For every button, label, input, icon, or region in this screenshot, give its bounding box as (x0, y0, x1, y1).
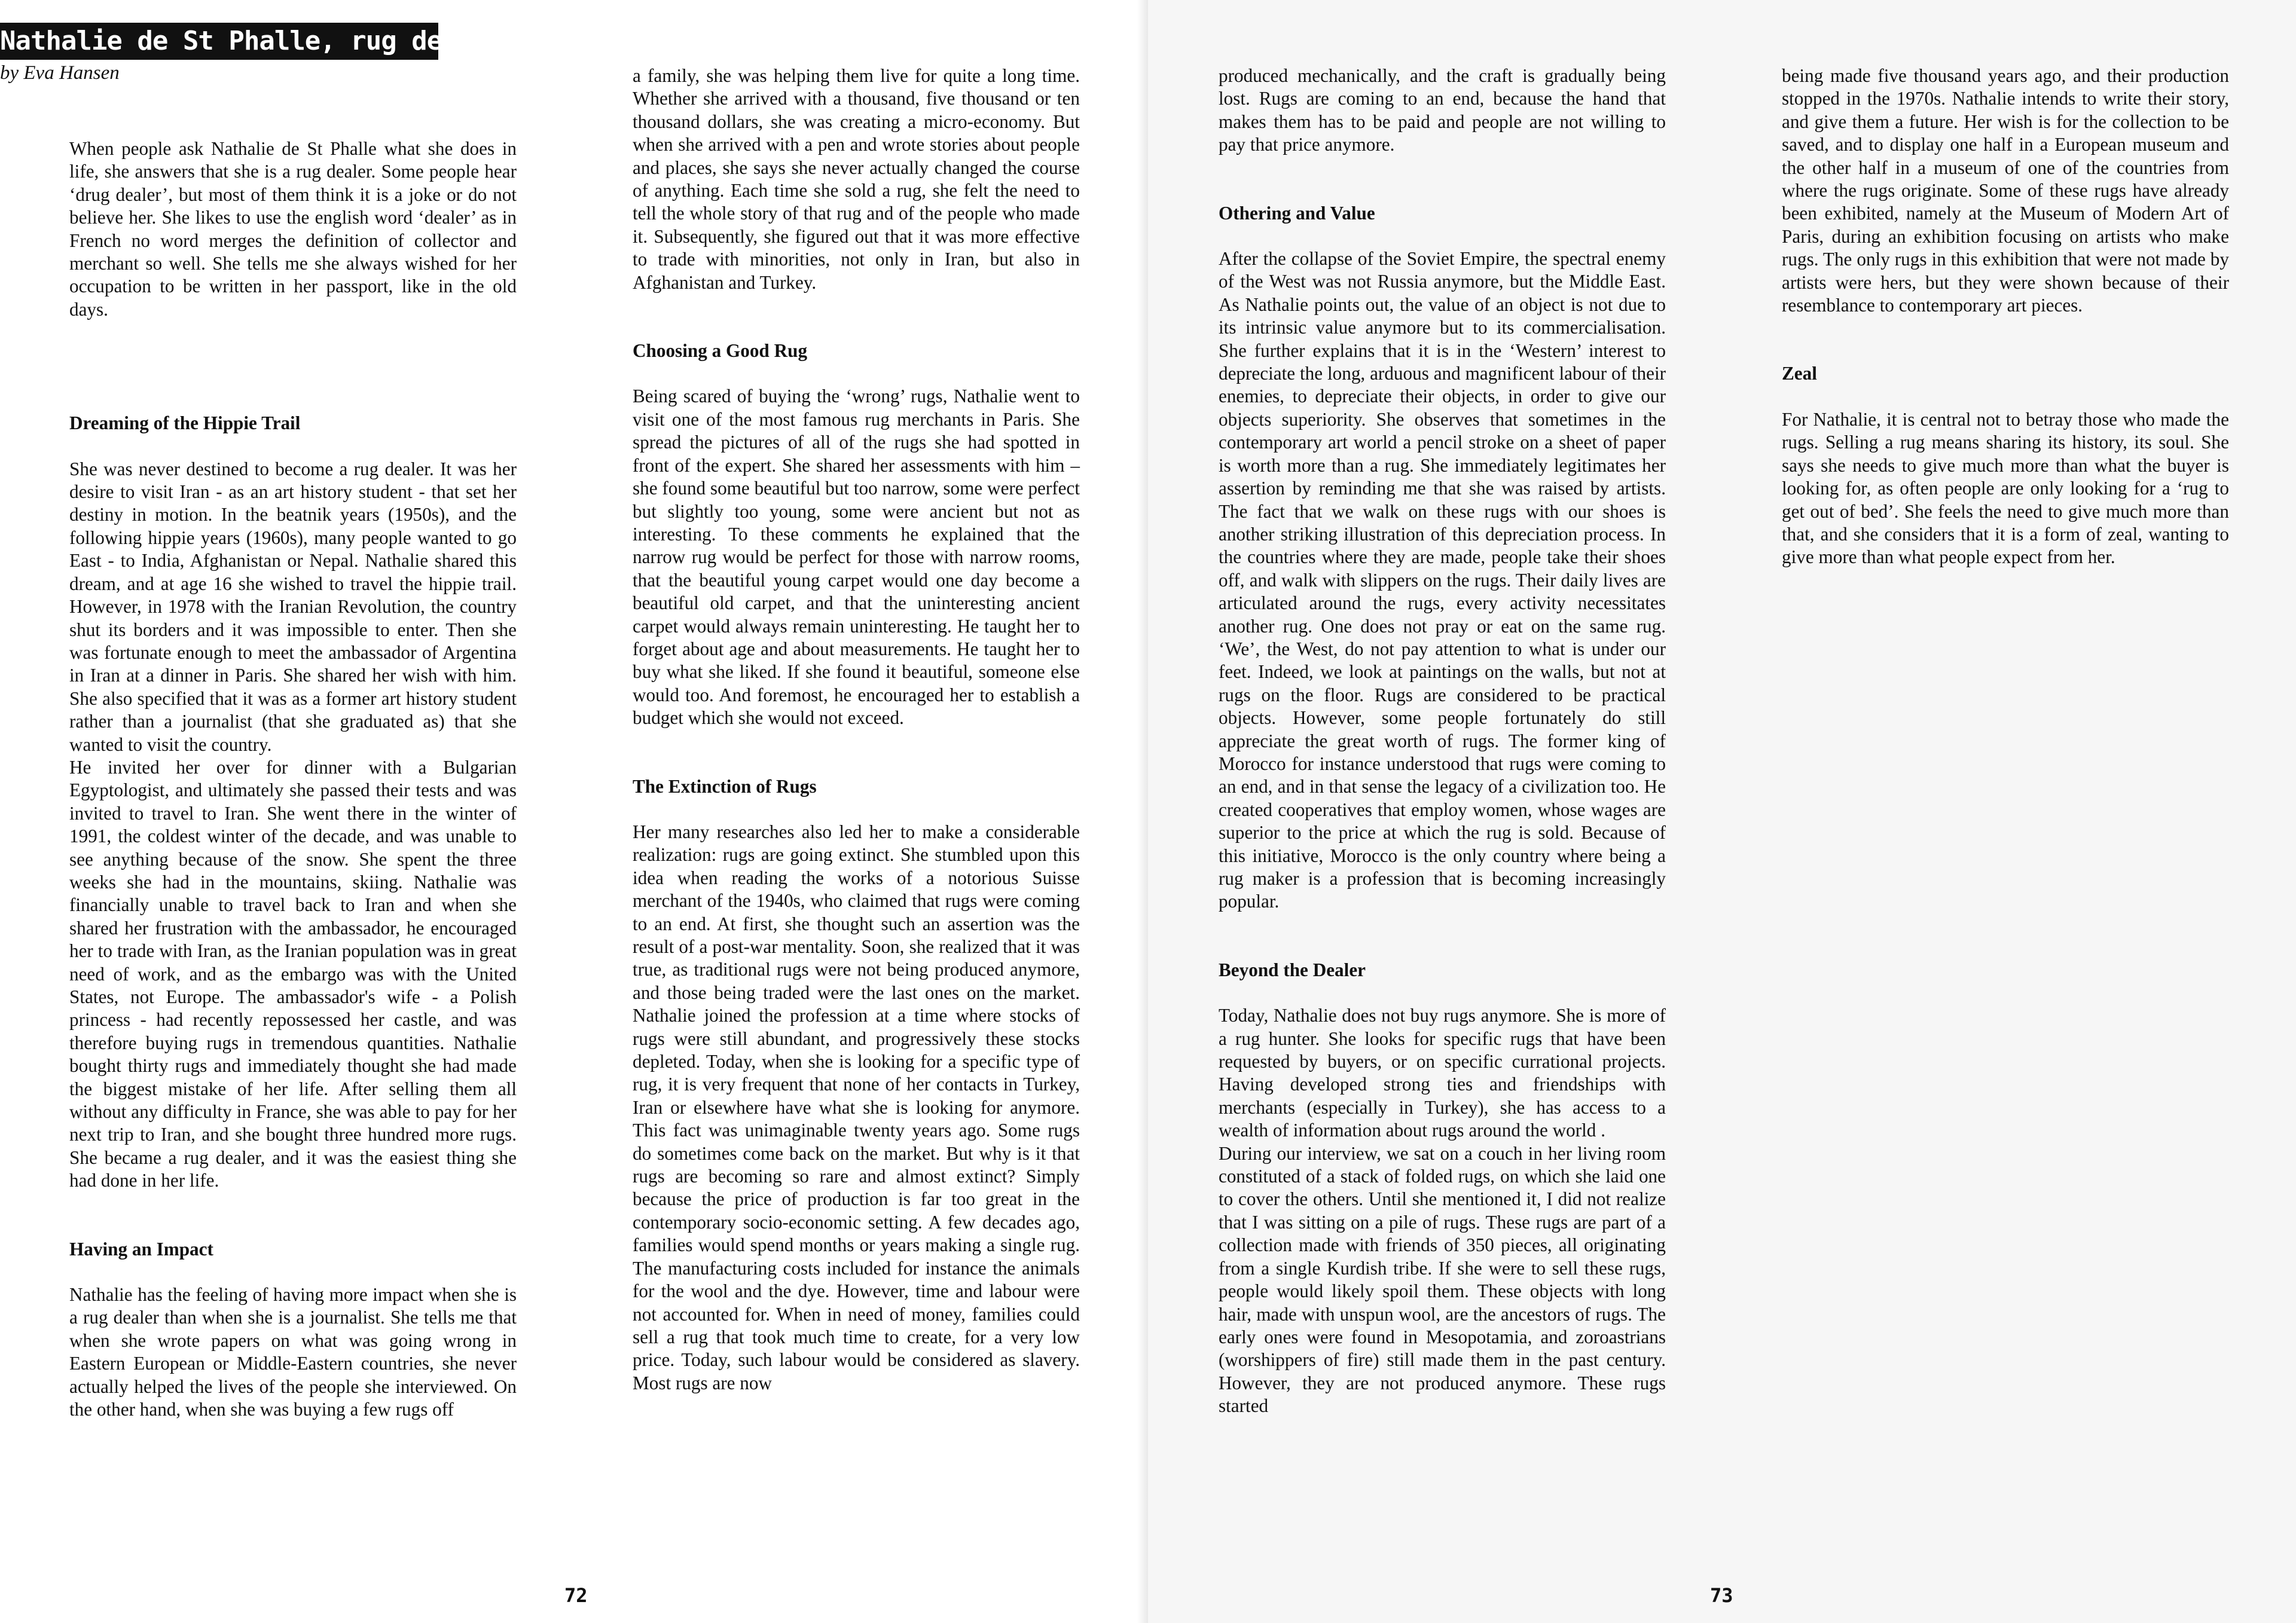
column-1-paragraph: She was never destined to become a rug dealer. It was her desire to visit Iran - as an art history student - that set her destiny in motion. In the beatnik years (1950s), and the following hippie years (1960s), many people wanted to go East - to India, Afghanistan or Nepal. Nathalie shared this dream, and at age 16 she wished to travel the hippie trail. However, in 1978 with the Iranian Revolution, the country shut its borders and it was impossible to enter. Then she was fortunate enough to meet the ambassador of Argentina in Iran at a dinner in Paris. She shared her wish with him. She also specified that it was as a former art history student rather than a journalist (that she graduated as) that she wanted to visit the country. (69, 458, 517, 755)
column-3-paragraph: produced mechanically, and the craft is gradually being lost. Rugs are coming to an end, because the hand that makes them has to be paid and people are not willing to pay that price anymore. (1219, 65, 1666, 155)
column-1 (69, 137, 517, 1422)
column-3-paragraph: During our interview, we sat on a couch in her living room constituted of a stack of folded rugs, on which she laid one to cover the others. Until she mentioned it, I did not realize that I was sitting on a pile of rugs. These rugs are part of a collection made with friends of 350 pieces, all originating from a single Kurdish tribe. If she were to sell these rugs, people would likely spoil them. These objects with long hair, made with unspun wool, are the ancestors of rugs. The early ones were found in Mesopotamia, and zoroastrians (worshippers of fire) still made them in the past century. However, they are not produced anymore. These rugs started (1219, 1142, 1666, 1417)
section-heading: Zeal (1782, 363, 1817, 384)
page-number-right: 73 (1710, 1584, 1733, 1607)
right-page (1148, 0, 2296, 1623)
column-1-paragraph: He invited her over for dinner with a Bulgarian Egyptologist, and ultimately she passed their tests and was invited to travel to Iran. She went there in the winter of 1991, the coldest winter of the decade, and was unable to see anything because of the snow. She spent the three weeks she had in the mountains, skiing. Nathalie was financially unable to travel back to Iran and when she shared her frustration with the ambassador, he encouraged her to trade with Iran, as the Iranian population was in great need of work, and as the embargo was with the United States, not Europe. The ambassador's wife - a Polish princess - had recently repossessed her castle, and was therefore buying rugs in tremendous quantities. Nathalie bought thirty rugs and immediately thought she had made the biggest mistake of her life. After selling them all without any difficulty in France, she was able to pay for her next trip to Iran, and she bought three hundred more rugs. She became a rug dealer, and it was the easiest thing she had done in her life. (69, 756, 517, 1191)
section-heading: The Extinction of Rugs (633, 775, 817, 797)
column-3-paragraph: Today, Nathalie does not buy rugs anymore. She is more of a rug hunter. She looks for specific rugs that have been requested by buyers, or on specific currational projects. Having developed strong ties and friendships with merchants (especially in Turkey), she has access to a wealth of information about rugs around the world . (1219, 1005, 1666, 1141)
column-2-paragraph: Her many researches also led her to make a considerable realization: rugs are going extinct. She stumbled upon this idea when reading the works of a notorious Suisse merchant of the 1940s, who claimed that rugs were coming to an end. At first, she thought such an assertion was the result of a post-war mentality. Soon, she realized that it was true, as traditional rugs were not being produced anymore, and those being traded were the last ones on the market. Nathalie joined the profession at a time where stocks of rugs were still abundant, and progressively these stocks depleted. Today, when she is looking for a specific type of rug, it is very frequent that none of her contacts in Turkey, Iran or elsewhere have what she is looking for anymore. This fact was unimaginable twenty years ago. Some rugs do sometimes come back on the market. But why is it that rugs are becoming so rare and almost extinct? Simply because the price of production is far too great in the contemporary socio-economic setting. A few decades ago, families would spend months or years making a single rug. The manufacturing costs included for instance the animals for the wool and the dye. However, time and labour were not accounted for. When in need of money, families could sell a rug that took much time to create, for a very low price. Today, such labour would be considered as slavery. Most rugs are now (633, 821, 1080, 1393)
column-3 (1219, 65, 1666, 1418)
column-2 (633, 65, 1080, 1395)
article-title: Nathalie de St Phalle, rug dealer (0, 23, 438, 60)
section-heading: Dreaming of the Hippie Trail (69, 412, 301, 434)
column-4-paragraph: being made five thousand years ago, and their production stopped in the 1970s. Nathalie intends to write their story, and give them a future. Her wish is for the collection to be saved, and to display one half in a European museum and the other half in a museum of one of the countries from where the rugs originate. Some of these rugs have already been exhibited, namely at the Museum of Modern Art of Paris, during an exhibition focusing on artists who make rugs. The only rugs in this exhibition that were not made by artists were hers, but they were shown because of their resemblance to contemporary art pieces. (1782, 65, 2229, 316)
column-2-paragraph: a family, she was helping them live for quite a long time. Whether she arrived with a thousand, five thousand or ten thousand dollars, she was creating a micro-economy. But when she arrived with a pen and wrote stories about people and places, she says she never actually changed the course of anything. Each time she sold a rug, she felt the need to tell the whole story of that rug and of the people who made it. Subsequently, she figured out that it was more effective to trade with minorities, not only in Iran, but also in Afghanistan and Turkey. (633, 65, 1080, 293)
column-4 (1782, 65, 2229, 569)
column-2-paragraph: Being scared of buying the ‘wrong’ rugs, Nathalie went to visit one of the most famous rug merchants in Paris. She spread the pictures of all of the rugs she had spotted in front of the expert. She shared her assessments with him – she found some beautiful but too narrow, some were perfect but slightly too young, some were ancient but not as interesting. To these comments he explained that the narrow rug would be perfect for those with narrow rooms, that the beautiful young carpet would one day become a beautiful old carpet, and that the uninteresting ancient carpet would always remain uninteresting. He taught her to forget about age and about measurements. He taught her to buy what she liked. If she found it beautiful, someone else would too. And foremost, he encouraged her to establish a budget which she would not exceed. (633, 386, 1080, 729)
article-byline: by Eva Hansen (0, 62, 120, 84)
column-1-paragraph: Nathalie has the feeling of having more impact when she is a rug dealer than when she is a journalist. She tells me that when she wrote papers on what was going wrong in Eastern European or Middle-Eastern countries, she never actually helped the lives of the people she interviewed. On the other hand, when she was buying a few rugs off (69, 1284, 517, 1420)
column-3-paragraph: After the collapse of the Soviet Empire, the spectral enemy of the West was not Russia anymore, but the Middle East. As Nathalie points out, the value of an object is not due to its intrinsic value anymore but to its commercialisation. She further explains that it is in the ‘Western’ interest to depreciate the long, arduous and magnificent labour of their enemies, to depreciate their objects, in order to give our objects superiority. She observes that sometimes in the contemporary art world a pencil stroke on a sheet of paper is worth more than a rug. She immediately legitimates her assertion by reminding me that she was raised by artists. The fact that we walk on these rugs with our shoes is another striking illustration of this depreciation process. In the countries where they are made, people take their shoes off, and walk with slippers on the rugs. Their daily lives are articulated around the rugs, every activity necessitates another rug. One does not pray or eat on the same rug. ‘We’, the West, do not pay attention to what is under our feet. Indeed, we look at paintings on the walls, but not at rugs on the floor. Rugs are considered to be practical objects. However, some people fortunately do still appreciate the great worth of rugs. The former king of Morocco for instance understood that rugs were coming to an end, and in that sense the legacy of a civilization too. He created cooperatives that employ women, whose wages are superior to the price at which the rug is sold. Because of this initiative, Morocco is the only country where being a rug maker is a profession that is becoming increasingly popular. (1219, 248, 1666, 912)
page-number-left: 72 (564, 1584, 588, 1607)
section-heading: Choosing a Good Rug (633, 340, 808, 362)
section-heading: Beyond the Dealer (1219, 959, 1366, 980)
column-4-paragraph: For Nathalie, it is central not to betray those who made the rugs. Selling a rug means sharing its history, its soul. She says she needs to give much more than what the buyer is looking for, as often people are only looking for a ‘rug to get out of bed’. She feels the need to give much more than that, and she considers that it is a form of zeal, wanting to give more than what people expect from her. (1782, 408, 2229, 568)
section-heading: Othering and Value (1219, 202, 1375, 224)
column-1-paragraph: When people ask Nathalie de St Phalle what she does in life, she answers that she is a rug dealer. Some people hear ‘drug dealer’, but most of them think it is a joke or do not believe her. She likes to use the english word ‘dealer’ as in French no word merges the definition of collector and merchant so well. She tells me she always wished for her occupation to be written in her passport, like in the old days. (69, 138, 517, 320)
section-heading: Having an Impact (69, 1238, 213, 1260)
